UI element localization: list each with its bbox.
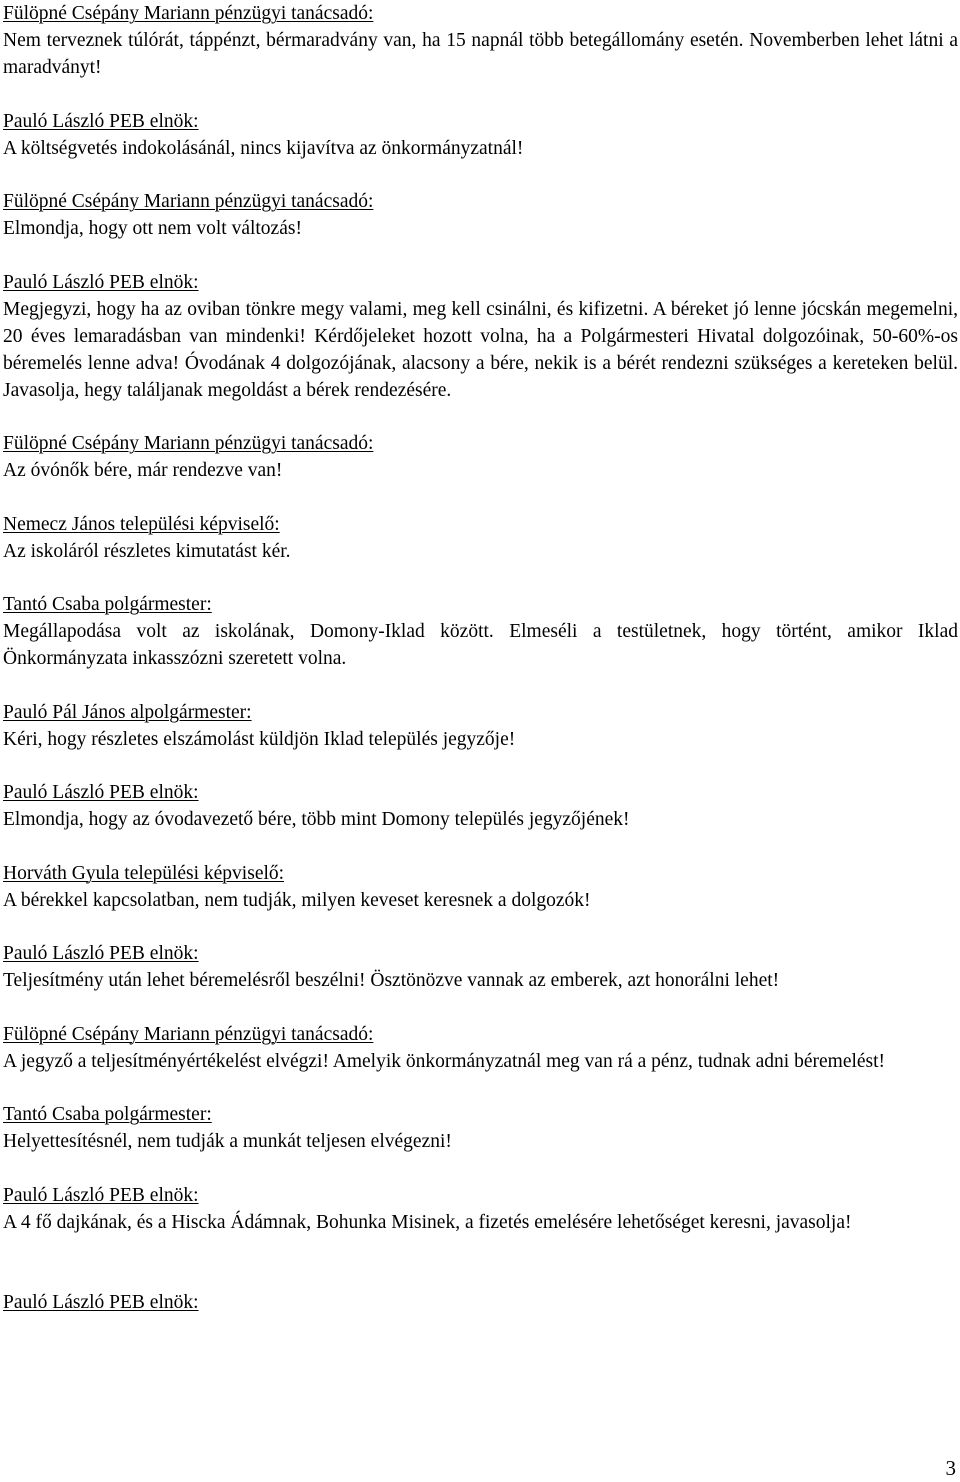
minutes-entry <box>3 269 958 404</box>
minutes-entry <box>3 108 958 162</box>
speech-text: Kéri, hogy részletes elszámolást küldjön Iklad település jegyzője! <box>3 728 516 750</box>
speech-text: Nem terveznek túlórát, táppénzt, bérmaradvány van, ha 15 napnál több betegállomány esetén. Novemberben lehet látni a maradványt! <box>3 30 958 78</box>
minutes-entry <box>3 699 958 753</box>
minutes-entry <box>3 1101 958 1155</box>
speech-text: A költségvetés indokolásánál, nincs kijavítva az önkormányzatnál! <box>3 137 524 159</box>
document-page <box>3 0 958 1342</box>
speaker-label: Fülöpné Csépány Mariann pénzügyi tanácsadó: <box>3 1023 374 1045</box>
minutes-entry <box>3 591 958 672</box>
speaker-label: Nemecz János települési képviselő: <box>3 513 280 535</box>
speech-text: Megjegyzi, hogy ha az oviban tönkre megy valami, meg kell csinálni, és kifizetni. A béreket jó lenne jócskán megemelni, 20 éves lemaradásban van mindenki! Kérdőjeleket hozott volna, ha a Polgármesteri Hivatal dolgozóinak, 50-60%-os béremelés lenne adva! Óvodának 4 dolgozójának, alacsony a bére, nekik is a bérét rendezni szükséges a kereteken belül. Javasolja, hegy találjanak megoldást a bérek rendezésére. <box>3 298 958 401</box>
minutes-entry <box>3 1289 958 1316</box>
speech-text: Elmondja, hogy ott nem volt változás! <box>3 218 302 239</box>
speaker-label: Pauló László PEB elnök: <box>3 271 199 293</box>
speaker-label: Fülöpné Csépány Mariann pénzügyi tanácsadó: <box>3 191 374 212</box>
speaker-label: Pauló László PEB elnök: <box>3 943 199 964</box>
minutes-entry <box>3 779 958 833</box>
speaker-label: Tantó Csaba polgármester: <box>3 594 212 615</box>
speaker-label: Pauló László PEB elnök: <box>3 782 199 803</box>
speech-text: Az óvónők bére, már rendezve van! <box>3 460 283 481</box>
speaker-label: Pauló László PEB elnök: <box>3 110 199 132</box>
speaker-label: Fülöpné Csépány Mariann pénzügyi tanácsadó: <box>3 433 374 454</box>
speech-text: Megállapodása volt az iskolának, Domony-Iklad között. Elmeséli a testületnek, hogy történt, amikor Iklad Önkormányzata inkasszózni szeretett volna. <box>3 621 958 669</box>
speaker-label: Pauló László PEB elnök: <box>3 1184 199 1206</box>
speech-text: Teljesítmény után lehet béremelésről beszélni! Ösztönözve vannak az emberek, azt honorálni lehet! <box>3 970 780 991</box>
minutes-entry <box>3 511 958 565</box>
minutes-entry <box>3 0 958 81</box>
speech-text: A jegyző a teljesítményértékelést elvégzi! Amelyik önkormányzatnál meg van rá a pénz, tudnak adni béremelést! <box>3 1050 886 1072</box>
speaker-label: Pauló Pál János alpolgármester: <box>3 701 252 723</box>
minutes-entry <box>3 188 958 242</box>
speaker-label: Horváth Gyula települési képviselő: <box>3 862 285 884</box>
minutes-entry <box>3 940 958 994</box>
speaker-label: Tantó Csaba polgármester: <box>3 1104 212 1125</box>
minutes-entry <box>3 860 958 914</box>
minutes-entry <box>3 1021 958 1075</box>
speech-text: Elmondja, hogy az óvodavezető bére, több mint Domony település jegyzőjének! <box>3 809 630 830</box>
speaker-label: Fülöpné Csépány Mariann pénzügyi tanácsadó: <box>3 3 374 24</box>
speech-text: Az iskoláról részletes kimutatást kér. <box>3 540 291 562</box>
speech-text: A 4 fő dajkának, és a Hiscka Ádámnak, Bohunka Misinek, a fizetés emelésére lehetőséget keresni, javasolja! <box>3 1211 852 1233</box>
speech-text: A bérekkel kapcsolatban, nem tudják, milyen keveset keresnek a dolgozók! <box>3 889 591 911</box>
speech-text: Helyettesítésnél, nem tudják a munkát teljesen elvégezni! <box>3 1131 452 1152</box>
minutes-entry <box>3 430 958 484</box>
minutes-entry <box>3 1182 958 1236</box>
speaker-label: Pauló László PEB elnök: <box>3 1291 199 1313</box>
page-number: 3 <box>945 1456 956 1480</box>
